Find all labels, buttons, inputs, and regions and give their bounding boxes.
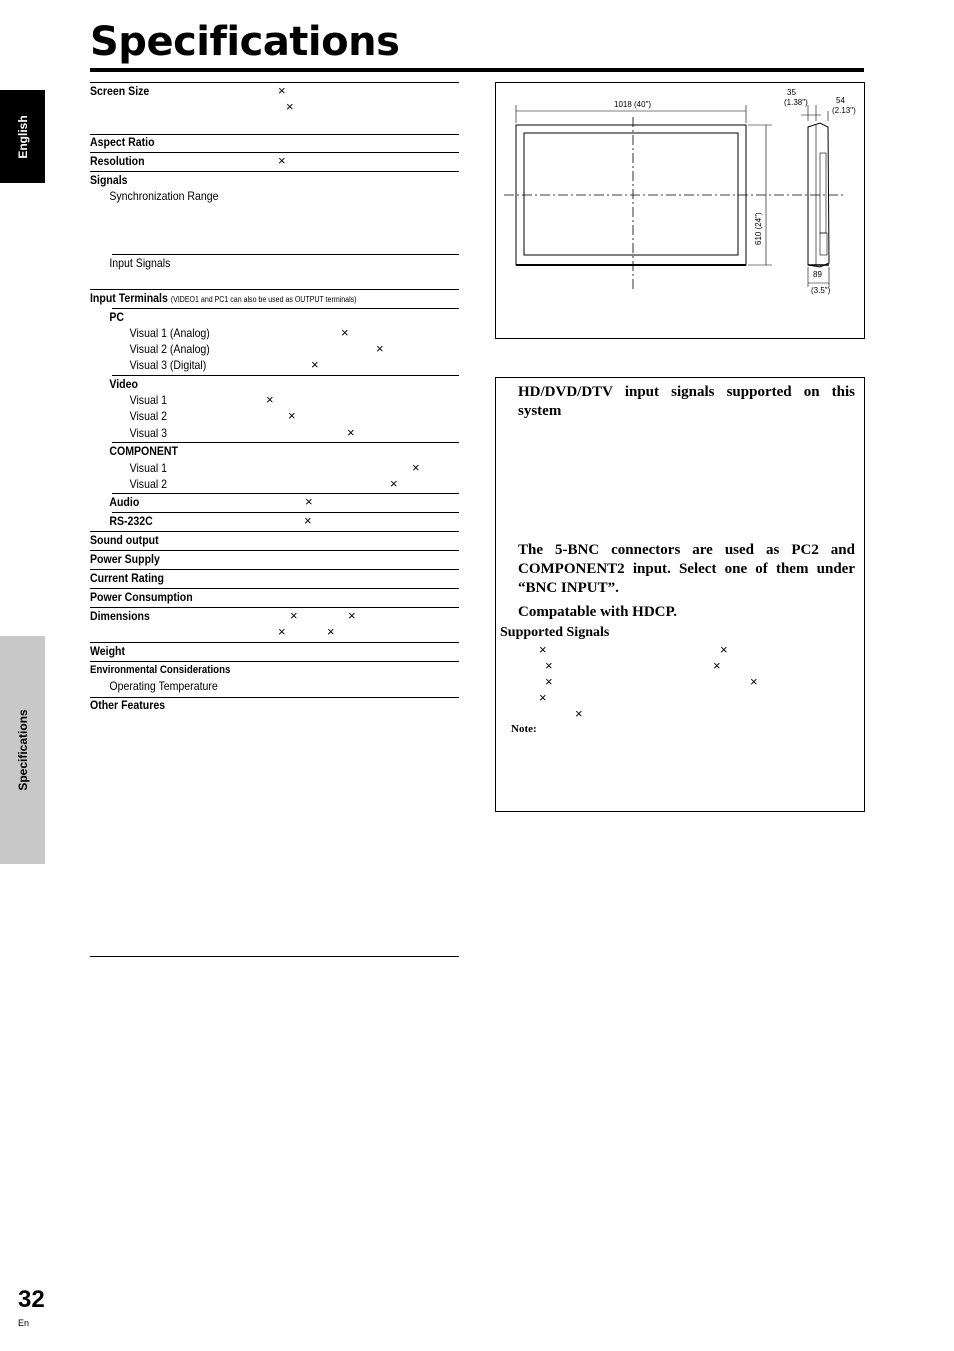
side-tab-specifications-label: Specifications bbox=[15, 709, 30, 791]
bnc-connectors-note: The 5-BNC connectors are used as PC2 and COMPONENT2 input. Select one of them under “BNC INPUT”. bbox=[518, 542, 855, 596]
height-dimension-label: 610 (24") bbox=[754, 212, 763, 245]
title-rule bbox=[90, 68, 864, 72]
spec-audio-label: Audio bbox=[109, 495, 140, 509]
times-symbol: × bbox=[545, 674, 553, 689]
spec-other-features-label: Other Features bbox=[90, 698, 166, 712]
spec-video-visual2: Visual 2 bbox=[129, 409, 167, 423]
language-code: En bbox=[18, 1318, 30, 1328]
spec-input-signals-label: Input Signals bbox=[109, 256, 171, 270]
bottom-dimension-label: 89 bbox=[813, 270, 822, 279]
note-label: Note: bbox=[511, 723, 537, 735]
spec-power-consumption-label: Power Consumption bbox=[90, 590, 193, 604]
spec-input-terminals-label: Input Terminals bbox=[90, 291, 168, 305]
times-symbol: × bbox=[545, 658, 553, 673]
bottom-dimension-inch: (3.5") bbox=[811, 286, 831, 295]
times-symbol: × bbox=[539, 690, 547, 705]
dimension-diagram bbox=[496, 83, 864, 338]
spec-video-visual3: Visual 3 bbox=[129, 426, 167, 440]
spec-current-rating-label: Current Rating bbox=[90, 571, 164, 585]
times-symbol: × bbox=[713, 658, 721, 673]
spec-pc-visual3: Visual 3 (Digital) bbox=[129, 358, 207, 372]
times-symbol: × bbox=[348, 608, 356, 623]
times-symbol: × bbox=[266, 392, 274, 407]
spec-rs232c-label: RS-232C bbox=[109, 514, 153, 528]
spec-signals-label: Signals bbox=[90, 173, 128, 187]
times-symbol: × bbox=[278, 83, 286, 98]
spec-pc-visual2: Visual 2 (Analog) bbox=[129, 342, 210, 356]
spec-resolution-label: Resolution bbox=[90, 154, 145, 168]
times-symbol: × bbox=[288, 408, 296, 423]
spec-video-label: Video bbox=[109, 377, 138, 391]
width-dimension-label: 1018 (40") bbox=[614, 100, 652, 109]
times-symbol: × bbox=[305, 494, 313, 509]
hdcp-note: Compatable with HDCP. bbox=[518, 604, 678, 620]
spec-pc-label: PC bbox=[109, 310, 125, 324]
times-symbol: × bbox=[750, 674, 758, 689]
times-symbol: × bbox=[286, 99, 294, 114]
side-tab-specifications bbox=[0, 636, 45, 864]
spec-power-supply-label: Power Supply bbox=[90, 552, 160, 566]
times-symbol: × bbox=[376, 341, 384, 356]
page-title: Specifications bbox=[90, 19, 400, 65]
times-symbol: × bbox=[412, 460, 420, 475]
side-tab-english bbox=[0, 90, 45, 183]
spec-sync-range-label: Synchronization Range bbox=[109, 189, 219, 203]
times-symbol: × bbox=[720, 642, 728, 657]
times-symbol: × bbox=[278, 153, 286, 168]
supported-signals-heading: Supported Signals bbox=[500, 625, 610, 640]
side-dimension-label: 54 bbox=[836, 96, 845, 105]
times-symbol: × bbox=[311, 357, 319, 372]
times-symbol: × bbox=[290, 608, 298, 623]
spec-dimensions-label: Dimensions bbox=[90, 609, 150, 623]
depth-top-label: 35 bbox=[787, 88, 796, 97]
spec-operating-temp-label: Operating Temperature bbox=[109, 679, 218, 693]
spec-weight-label: Weight bbox=[90, 644, 126, 658]
spec-aspect-ratio-label: Aspect Ratio bbox=[90, 135, 155, 149]
spec-input-terminals-note: (VIDEO1 and PC1 can also be used as OUTPUT terminals) bbox=[170, 295, 357, 304]
side-dimension-inch: (2.13") bbox=[832, 106, 856, 115]
times-symbol: × bbox=[390, 476, 398, 491]
page-number: 32 bbox=[18, 1286, 45, 1313]
spec-environmental-label: Environmental Considerations bbox=[90, 664, 231, 676]
hd-signals-note: HD/DVD/DTV input signals supported on this system bbox=[518, 384, 855, 419]
times-symbol: × bbox=[304, 513, 312, 528]
times-symbol: × bbox=[327, 624, 335, 639]
notes-box bbox=[495, 377, 865, 812]
divider bbox=[90, 956, 459, 957]
spec-table bbox=[90, 82, 459, 962]
side-tab-english-label: English bbox=[15, 114, 30, 159]
times-symbol: × bbox=[278, 624, 286, 639]
spec-input-terminals-row bbox=[90, 290, 415, 308]
depth-top-inch: (1.38") bbox=[784, 98, 808, 107]
times-symbol: × bbox=[575, 706, 583, 721]
spec-component-visual1: Visual 1 bbox=[129, 461, 167, 475]
spec-sound-output-label: Sound output bbox=[90, 533, 159, 547]
spec-screen-size-label: Screen Size bbox=[90, 84, 150, 98]
spec-component-visual2: Visual 2 bbox=[129, 477, 167, 491]
spec-component-label: COMPONENT bbox=[109, 444, 178, 458]
dimension-diagram-box bbox=[495, 82, 865, 339]
spec-video-visual1: Visual 1 bbox=[129, 393, 167, 407]
spec-pc-visual1: Visual 1 (Analog) bbox=[129, 326, 210, 340]
times-symbol: × bbox=[341, 325, 349, 340]
times-symbol: × bbox=[539, 642, 547, 657]
times-symbol: × bbox=[347, 425, 355, 440]
